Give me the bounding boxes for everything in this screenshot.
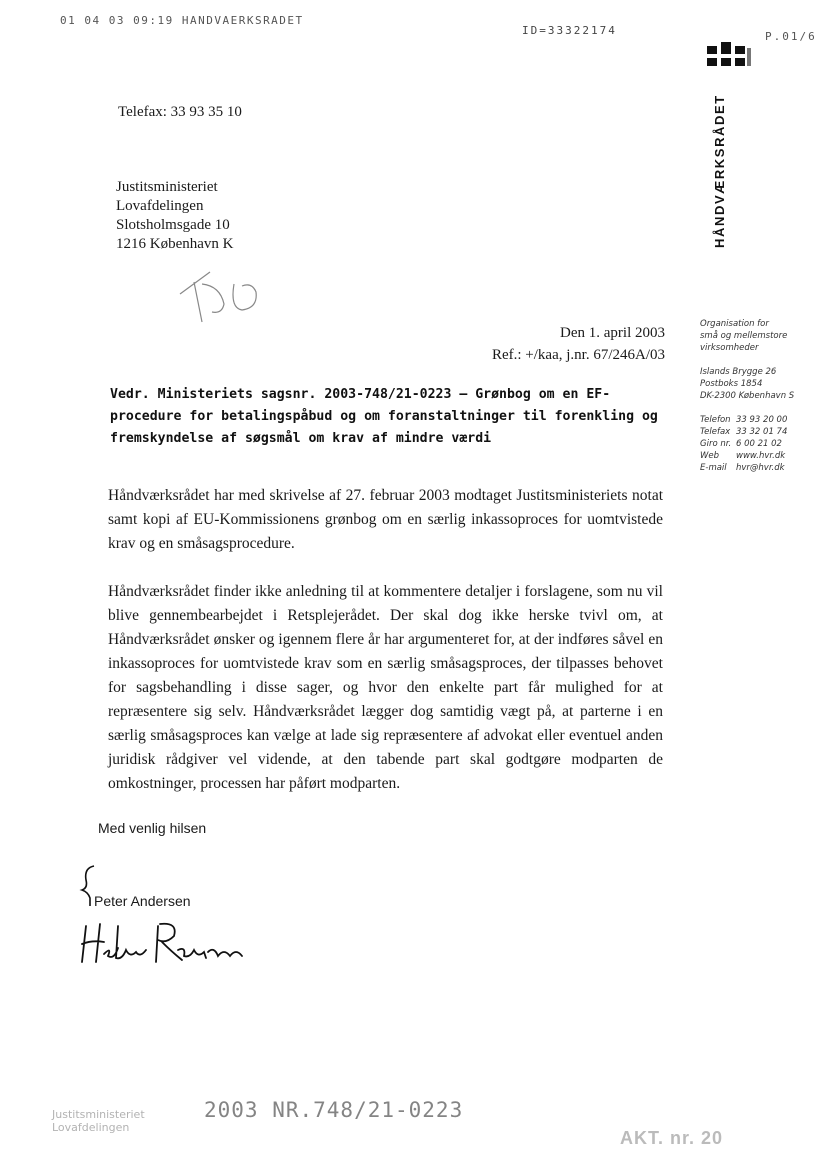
contact-value: www.hvr.dk: [736, 451, 786, 461]
organization-sidebar: [700, 318, 824, 486]
contact-row: [700, 426, 824, 438]
address-line: DK-2300 København S: [700, 391, 795, 401]
contact-label: Telefax: [700, 427, 731, 437]
organization-vertical-name: HÅNDVÆRKSRÅDET: [712, 94, 727, 248]
contact-row: [700, 462, 824, 474]
contact-label: Telefon: [700, 415, 731, 425]
organization-contacts: [700, 414, 824, 474]
letter-reference: Ref.: +/kaa, j.nr. 67/246A/03: [491, 347, 665, 363]
fax-id: ID=33322174: [522, 24, 617, 37]
tagline-line: Organisation for: [700, 319, 769, 329]
letter-closing: Med venlig hilsen: [98, 820, 207, 836]
tagline-line: små og mellemstore: [700, 331, 788, 341]
recipient-line: Justitsministeriet: [116, 179, 218, 195]
fax-header-line: 01 04 03 09:19 HANDVAERKSRADET: [60, 14, 304, 27]
handwritten-scribble: [172, 264, 272, 328]
recipient-address: [116, 178, 233, 254]
recipient-line: Lovafdelingen: [116, 198, 204, 214]
organization-address: [700, 366, 824, 402]
contact-label: E-mail: [700, 463, 727, 473]
recipient-line: Slotsholmsgade 10: [116, 217, 230, 233]
body-paragraph-1: Håndværksrådet har med skrivelse af 27. februar 2003 modtaget Justitsministeriets notat samt kopi af EU-Kommissionens grønbog om en særlig inkassoproces for uomtvistede krav og en småsagsprocedure.: [108, 487, 663, 552]
fax-page-number: P.01/6: [765, 30, 817, 43]
contact-row: [700, 414, 824, 426]
file-stamp: AKT. nr. 20: [620, 1128, 724, 1148]
handwritten-case-reference: 2003 NR.748/21-0223: [204, 1098, 464, 1122]
contact-label: Giro nr.: [700, 439, 732, 449]
contact-value: 33 93 20 00: [736, 415, 788, 425]
address-line: Islands Brygge 26: [700, 367, 777, 377]
letter-date: Den 1. april 2003: [560, 325, 665, 341]
organization-tagline: [700, 318, 824, 354]
contact-label: Web: [700, 451, 720, 461]
stamp-line: Justitsministeriet: [52, 1108, 145, 1121]
contact-value: 33 32 01 74: [736, 427, 788, 437]
recipient-telefax: Telefax: 33 93 35 10: [118, 104, 242, 120]
date-block: [440, 322, 665, 366]
signer-name: Peter Andersen: [94, 893, 191, 909]
received-stamp: [52, 1108, 145, 1134]
organization-logo: [707, 42, 753, 70]
contact-value: hvr@hvr.dk: [736, 463, 785, 473]
tagline-line: virksomheder: [700, 343, 759, 353]
address-line: Postboks 1854: [700, 379, 763, 389]
contact-value: 6 00 21 02: [736, 439, 782, 449]
stamp-line: Lovafdelingen: [52, 1121, 130, 1134]
contact-row: [700, 438, 824, 450]
recipient-line: 1216 København K: [116, 236, 234, 252]
handwritten-signature: [78, 918, 248, 966]
contact-row: [700, 450, 824, 462]
letter-subject: Vedr. Ministeriets sagsnr. 2003-748/21-0223 – Grønbog om en EF-procedure for betalingspåbud og om foranstaltninger til forenkling og fremskyndelse af søgsmål om krav af mindre værdi: [110, 387, 658, 446]
body-paragraph-2: Håndværksrådet finder ikke anledning til at kommentere detaljer i forslagene, som nu vil blive gennembearbejdet i Retsplejerådet. Der skal dog ikke herske tvivl om, at Håndværksrådet ønsker og igennem flere år har argumenteret for, at der indføres såvel en inkassoproces for uomtvistede krav som en særlig småsagsproces, der tilpasses behovet for sagsbehandling i disse sager, og hvor den enkelte part får mulighed for at repræsentere sig selv. Håndværksrådet lægger dog samtidig vægt på, at parterne i en særlig småsagsproces kan vælge at lade sig repræsentere af advokat eller eventuel anden juridisk rådgiver vel vidende, at den tabende part skal godtgøre modparten de omkostninger, processen har påført modparten.: [108, 583, 663, 792]
